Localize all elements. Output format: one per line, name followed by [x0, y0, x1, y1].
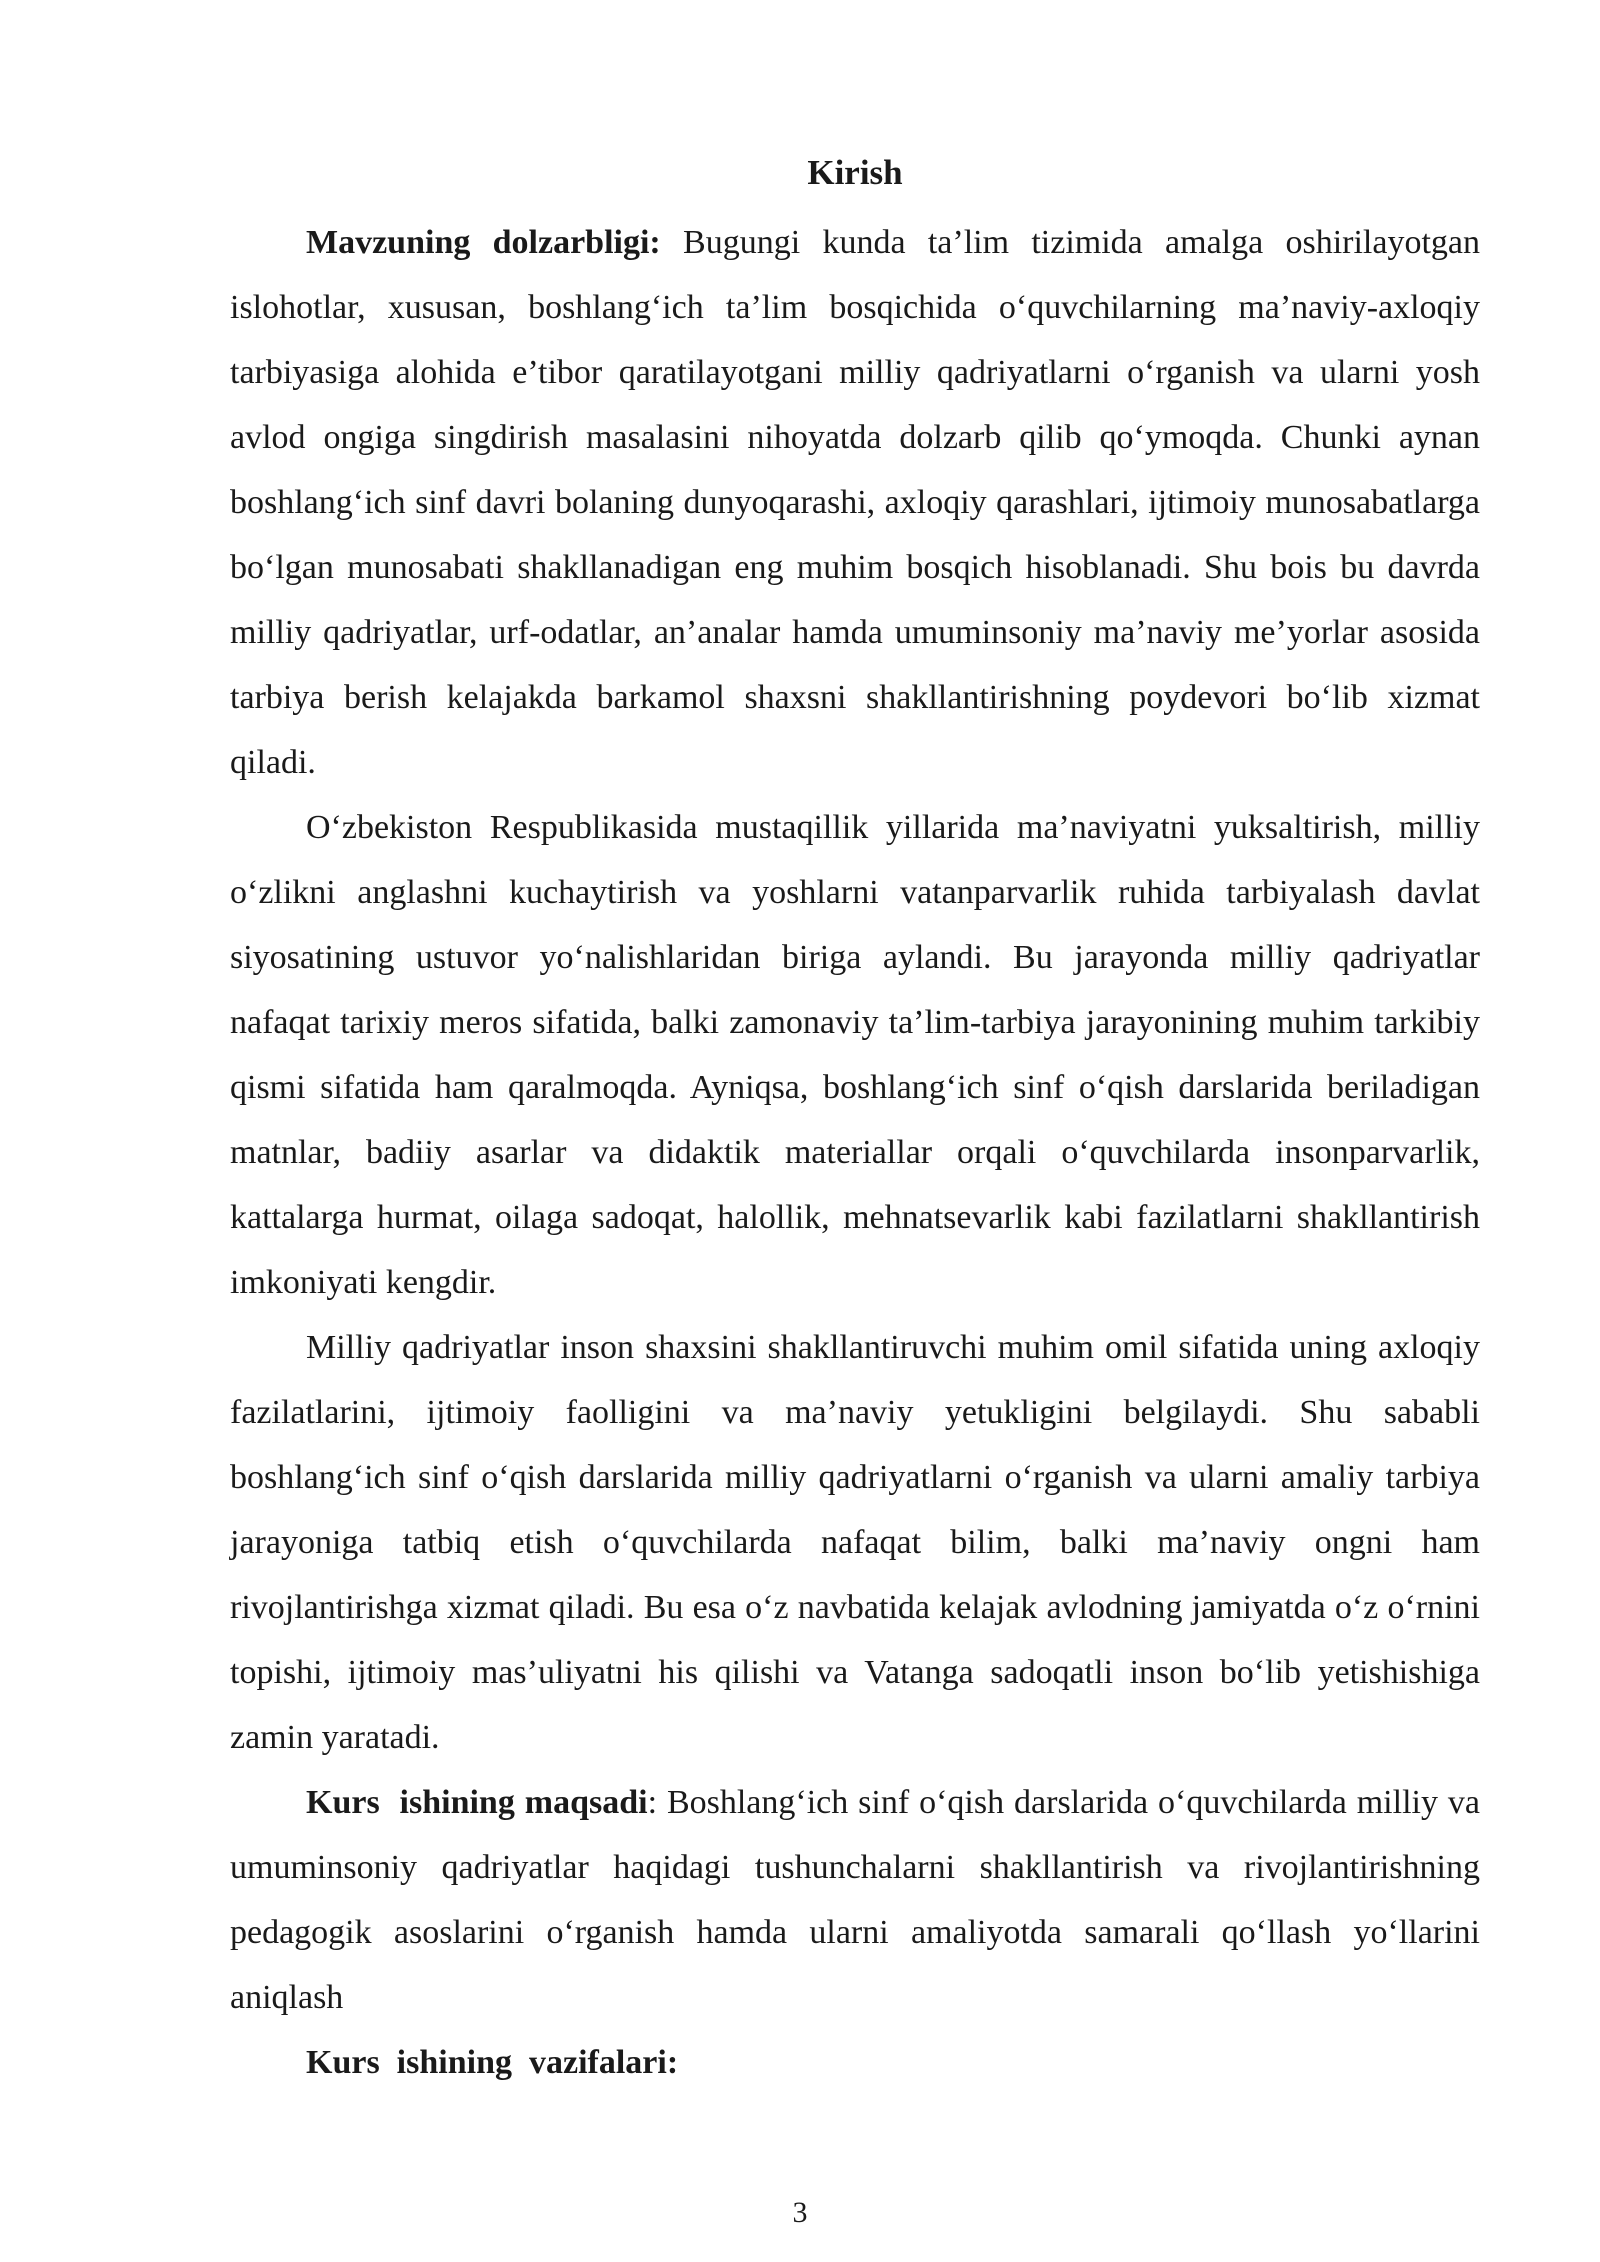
relevance-label: Mavzuning dolzarbligi:	[306, 224, 661, 261]
tasks-heading: Kurs ishining vazifalari:	[306, 2044, 679, 2081]
document-page	[230, 145, 1480, 2095]
goal-paragraph	[230, 1770, 1480, 2030]
paragraph-2: O‘zbekiston Respublikasida mustaqillik yillarida ma’naviyatni yuksaltirish, milliy o‘zlikni anglashni kuchaytirish va yoshlarni vatanparvarlik ruhida tarbiyalash davlat siyosatining ustuvor yo‘nalishlaridan biriga aylandi. Bu jarayonda milliy qadriyatlar nafaqat tarixiy meros sifatida, balki zamonaviy ta’lim-tarbiya jarayonining muhim tarkibiy qismi sifatida ham qaralmoqda. Ayniqsa, boshlang‘ich sinf o‘qish darslarida beriladigan matnlar, badiiy asarlar va didaktik materiallar orqali o‘quvchilarda insonparvarlik, kattalarga hurmat, oilaga sadoqat, halollik, mehnatsevarlik kabi fazilatlarni shakllantirish imkoniyati kengdir.	[230, 809, 1480, 1301]
relevance-paragraph	[230, 210, 1480, 795]
page-number: 3	[792, 2196, 808, 2229]
relevance-text: Bugungi kunda ta’lim tizimida amalga oshirilayotgan islohotlar, xususan, boshlang‘ich ta’lim bosqichida o‘quvchilarning ma’naviy-axloqiy tarbiyasiga alohida e’tibor qaratilayotgani milliy qadriyatlarni o‘rganish va ularni yosh avlod ongiga singdirish masalasini nihoyatda dolzarb qilib qo‘ymoqda. Chunki aynan boshlang‘ich sinf davri bolaning dunyoqarashi, axloqiy qarashlari, ijtimoiy munosabatlarga bo‘lgan munosabati shakllanadigan eng muhim bosqich hisoblanadi. Shu bois bu davrda milliy qadriyatlar, urf-odatlar, an’analar hamda umuminsoniy ma’naviy me’yorlar asosida tarbiya berish kelajakda barkamol shaxsni shakllantirishning poydevori bo‘lib xizmat qiladi.	[230, 224, 1481, 781]
goal-label: Kurs ishining maqsadi	[306, 1784, 648, 1821]
goal-text: : Boshlang‘ich sinf o‘qish darslarida o‘quvchilarda milliy va umuminsoniy qadriyatlar haqidagi tushunchalarni shakllantirish va rivojlantirishning pedagogik asoslarini o‘rganish hamda ularni amaliyotda samarali qo‘llash yo‘llarini aniqlash	[230, 1784, 1480, 2016]
paragraph-3: Milliy qadriyatlar inson shaxsini shakllantiruvchi muhim omil sifatida uning axloqiy fazilatlarini, ijtimoiy faolligini va ma’naviy yetukligini belgilaydi. Shu sababli boshlang‘ich sinf o‘qish darslarida milliy qadriyatlarni o‘rganish va ularni amaliy tarbiya jarayoniga tatbiq etish o‘quvchilarda nafaqat bilim, balki ma’naviy ongni ham rivojlantirishga xizmat qiladi. Bu esa o‘z navbatida kelajak avlodning jamiyatda o‘z o‘rnini topishi, ijtimoiy mas’uliyatni his qilishi va Vatanga sadoqatli inson bo‘lib yetishishiga zamin yaratadi.	[230, 1329, 1480, 1756]
section-title: Kirish	[807, 153, 903, 192]
